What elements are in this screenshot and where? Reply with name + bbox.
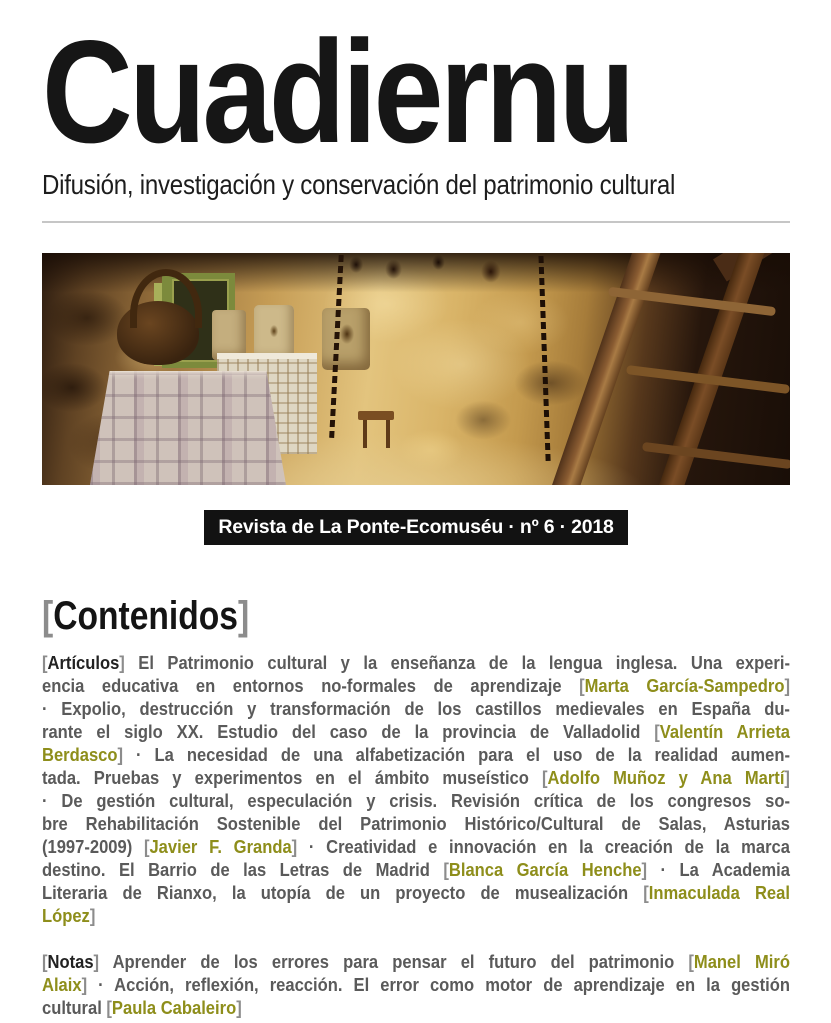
contents-paragraph-articulos: [42, 652, 790, 928]
bracket-open: [: [42, 594, 54, 638]
contents-line: [Artículos] El Patrimonio cultural y la enseñanza de la lengua inglesa. Una experi-: [42, 653, 790, 673]
journal-subtitle: Difusión, investigación y conservación del patrimonio cultural: [42, 169, 676, 200]
contents-line: Alaix] · Acción, reflexión, reacción. El error como motor de aprendizaje en la gestión: [42, 975, 790, 995]
contents-line: · De gestión cultural, especulación y crisis. Revisión crítica de los congresos so-: [42, 791, 790, 811]
contents-line: [Notas] Aprender de los errores para pensar el futuro del patrimonio [Manel Miró: [42, 952, 790, 972]
contents-line: cultural [Paula Cabaleiro]: [42, 998, 242, 1018]
contents-line: Berdasco] · La necesidad de una alfabetización para el uso de la realidad aumen-: [42, 745, 790, 765]
masthead: [42, 0, 790, 200]
photo-stool-leg: [386, 420, 390, 448]
contents-line: López]: [42, 906, 96, 926]
contents-body: [42, 652, 790, 1020]
bracket-close: ]: [237, 594, 250, 638]
photo-stool: [358, 411, 394, 420]
contents-paragraph-notas: [42, 951, 790, 1020]
issue-badge: Revista de La Ponte-Ecomuséu · nº 6 · 2018: [204, 510, 627, 545]
contents-line: tada. Pruebas y experimentos en el ámbito museístico [Adolfo Muñoz y Ana Martí]: [42, 768, 790, 788]
contents-line: rante el siglo XX. Estudio del caso de la provincia de Valladolid [Valentín Arrieta: [42, 722, 790, 742]
contents-line: destino. El Barrio de las Letras de Madrid [Blanca García Henche] · La Academia: [42, 860, 790, 880]
photo-stool-leg: [363, 420, 367, 448]
contents-line: encia educativa en entornos no-formales de aprendizaje [Marta García-Sampedro]: [42, 676, 790, 696]
contents-line: Literaria de Rianxo, la utopía de un proyecto de musealización [Inmaculada Real: [42, 883, 790, 903]
cover-photo: [42, 253, 790, 485]
contents-heading: [42, 593, 670, 640]
issue-badge-row: [42, 510, 790, 545]
contents-line: · Expolio, destrucción y transformación de los castillos medievales en España du-: [42, 699, 790, 719]
journal-title: Cuadiernu: [42, 10, 632, 173]
photo-wooden-board: [322, 308, 370, 370]
contents-line: (1997-2009) [Javier F. Granda] · Creatividad e innovación en la creación de la marca: [42, 837, 790, 857]
contents-heading-label: Contenidos: [53, 594, 238, 638]
contents-line: bre Rehabilitación Sostenible del Patrimonio Histórico/Cultural de Salas, Asturias: [42, 814, 790, 834]
photo-plaid-tablecloth: [90, 371, 286, 485]
divider-rule: [42, 221, 790, 223]
